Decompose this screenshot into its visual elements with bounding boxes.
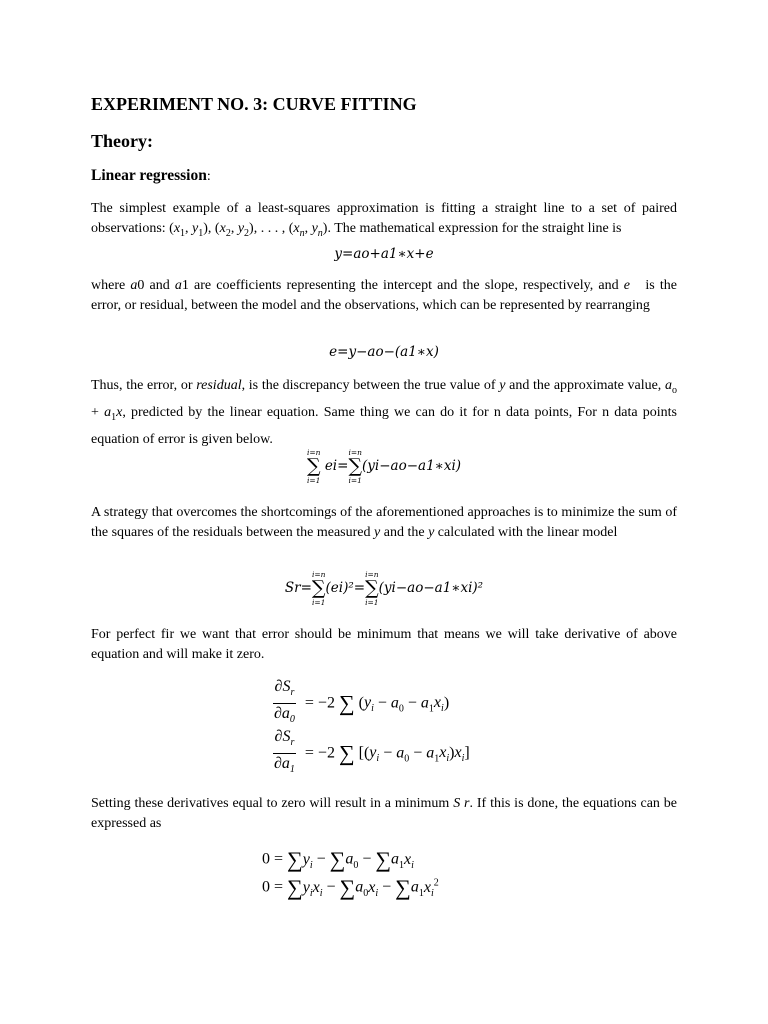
paragraph-derivative: For perfect fir we want that error should be minimum that means we will take derivative of above equation and will make it zero. [91, 627, 677, 662]
paragraph-strategy: A strategy that overcomes the shortcomings of the aforementioned approaches is to minimize the sum of the squares of the residuals between the measured y and the y calculated with the linear model [91, 505, 677, 540]
para3-text-c: and the approximate value, [505, 378, 666, 393]
summation-symbol: i=n ∑ i=1 [348, 448, 363, 485]
para2-text-d: is the error, or residual, between the model and the observations, which can be represented by rearranging [91, 278, 678, 313]
para6-text-b: . If this is done, the equations can be expressed as [91, 796, 677, 831]
para2-text-a: where [91, 278, 131, 293]
linear-regression-label: Linear regression [91, 167, 207, 184]
residual-word: residual [196, 378, 242, 393]
equation-sum-error [91, 448, 677, 485]
equation-line: y=ao+a1∗x+e [334, 246, 434, 262]
para6-text-a: Setting these derivatives equal to zero will result in a minimum [91, 796, 454, 811]
equation-error: e=y−ao−(a1∗x) [329, 344, 439, 360]
linear-regression-heading [91, 167, 677, 185]
partial-derivative-a0: $\frac{\partial S_r}{\partial a_0}$ = −2 ∑ $(y_i - a_0 - a_1x_i)$ [274, 678, 450, 726]
eq4-rhs: (yi−ao−a1∗xi)² [378, 580, 484, 596]
sr-symbol: S r [453, 796, 470, 811]
para4-text-c: calculated with the linear model [434, 524, 618, 540]
para3-text-a: Thus, the error, or [91, 378, 197, 393]
para4-text-a: A strategy that overcomes the shortcomings of the aforementioned approaches is to minimize the sum of the squares of the residuals between the measured [91, 505, 677, 540]
para3-text-d: , predicted by the linear equation [122, 404, 316, 420]
linear-regression-colon: : [206, 169, 211, 184]
eq4-mid: (ei)²= [325, 580, 366, 596]
summation-symbol: i=n ∑ i=1 [365, 570, 379, 607]
theory-heading: Theory: [91, 131, 153, 151]
para3-text-e: . Same thing we can do it for n data points, For n data points equation of error is given below. [91, 404, 678, 447]
para4-text-b: and the [380, 524, 429, 540]
summation-symbol: i=n ∑ i=1 [311, 570, 326, 607]
normal-equation-2: $0 = \sum y_ix_i - \sum a_0x_i - \sum a_1x_i^2$ [262, 875, 439, 900]
para2-text-b: and [144, 278, 175, 293]
experiment-heading: EXPERIMENT NO. 3: CURVE FITTING [91, 94, 417, 114]
equation-sum-squares [91, 570, 677, 607]
paragraph-residual: Thus, the error, or residual, is the discrepancy between the true value of y and the approximate value, $a_o + a_1x$, predicted by the linear equation. Same thing we can do it for n data points, For n data points equation of error is given below. [91, 378, 678, 447]
paragraph-setting-zero [91, 794, 677, 833]
normal-equation-1: $0 = \sum y_i - \sum a_0 - \sum a_1x_i$ [262, 847, 414, 872]
partial-derivative-a1: $\frac{\partial S_r}{\partial a_1}$ = −2 ∑ $[(y_i - a_0 - a_1x_i)x_i]$ [274, 728, 470, 776]
paragraph-coefficients: where a0 and a1 are coefficients representing the intercept and the slope, respectively, and e is the error, or residual, between the model and the observations, which can be represented by rearranging [91, 278, 678, 313]
eq3-rhs: (yi−ao−a1∗xi) [362, 458, 462, 474]
para1-text-b: ). The mathematical expression for the straight line is [322, 220, 622, 236]
eq3-lhs: ei= [324, 458, 349, 474]
para3-text-b: , is the discrepancy between the true value of [241, 378, 500, 393]
summation-symbol: i=n ∑ i=1 [306, 448, 321, 485]
eq4-lhs: Sr= [284, 580, 312, 596]
para1-text-a: The simplest example of a least-squares approximation is fitting a straight line to a set of paired observations: ( [91, 201, 677, 236]
paragraph-intro: The simplest example of a least-squares approximation is fitting a straight line to a set of paired observations: ($x_1$, $y_1$), ($x_2$, $y_2$), . . . , ($x_n$, $y_n$). The mathematical expression for the straight line is [91, 201, 677, 239]
para2-text-c: are coefficients representing the intercept and the slope, respectively, and [188, 278, 624, 293]
